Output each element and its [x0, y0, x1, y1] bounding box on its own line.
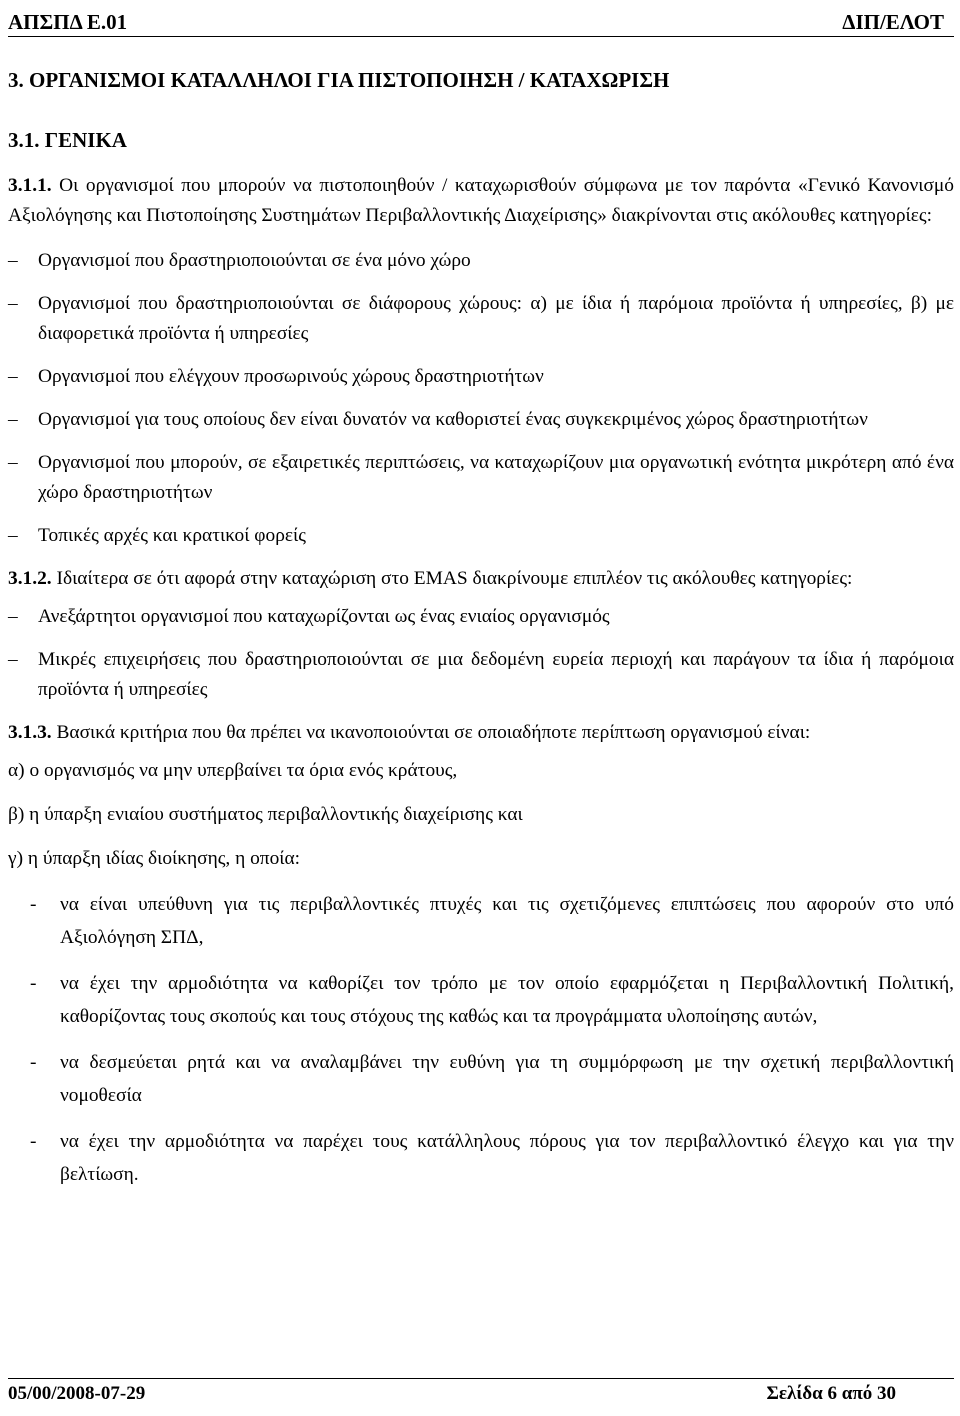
list-item: – Οργανισμοί που δραστηριοποιούνται σε διάφορους χώρους: α) με ίδια ή παρόμοια προϊόντα ή υπηρεσίες, β) με διαφορετικά προϊόντα ή υπηρεσίες [8, 289, 954, 349]
paragraph-3-1-1 [8, 171, 954, 231]
criterion-c: γ) η ύπαρξη ιδίας διοίκησης, η οποία: [8, 848, 301, 869]
list-item: – Οργανισμοί για τους οποίους δεν είναι δυνατόν να καθοριστεί ένας συγκεκριμένος χώρος δραστηριοτήτων [8, 405, 954, 435]
paragraph-number: 3.1.2. [8, 568, 52, 589]
page-footer [8, 1378, 954, 1409]
subsection-title: 3.1. ΓΕΝΙΚΑ [8, 128, 127, 152]
paragraph-text: Ιδιαίτερα σε ότι αφορά στην καταχώριση στο EMAS διακρίνουμε επιπλέον τις ακόλουθες κατηγορίες: [51, 568, 853, 589]
header-doc-code: ΑΠΣΠΔ Ε.01 [8, 10, 128, 34]
document-page [8, 0, 954, 1416]
paragraph-3-1-3 [8, 718, 954, 748]
paragraph-3-1-2 [8, 564, 954, 594]
footer-version-date: 05/00/2008-07-29 [8, 1383, 146, 1404]
category-list-3-1-1 [8, 246, 954, 551]
header-organization: ΔΙΠ/ΕΛΟΤ [842, 10, 944, 34]
list-item: - να είναι υπεύθυνη για τις περιβαλλοντικές πτυχές και τις σχετιζόμενες επιπτώσεις που αφορούν στο υπό Αξιολόγηση ΣΠΔ, [8, 888, 954, 954]
paragraph-text: Βασικά κριτήρια που θα πρέπει να ικανοποιούνται σε οποιαδήποτε περίπτωση οργανισμού είναι: [51, 722, 811, 743]
list-item: – Μικρές επιχειρήσεις που δραστηριοποιούνται σε μια δεδομένη ευρεία περιοχή και παράγουν τα ίδια ή παρόμοια προϊόντα ή υπηρεσίες [8, 645, 954, 705]
management-requirements-list [8, 888, 954, 1191]
list-item: - να έχει την αρμοδιότητα να παρέχει τους κατάλληλους πόρους για τον περιβαλλοντικό έλεγχο και για την βελτίωση. [8, 1125, 954, 1191]
list-item: – Τοπικές αρχές και κρατικοί φορείς [8, 521, 954, 551]
paragraph-text: Οι οργανισμοί που μπορούν να πιστοποιηθούν / καταχωρισθούν σύμφωνα με τον παρόντα «Γενικό Κανονισμό Αξιολόγησης και Πιστοποίησης Συστημάτων Περιβαλλοντικής Διαχείρισης» διακρίνονται στις ακόλουθες κατηγορίες: [8, 175, 954, 226]
list-item: – Οργανισμοί που δραστηριοποιούνται σε ένα μόνο χώρο [8, 246, 954, 276]
criterion-a: α) ο οργανισμός να μην υπερβαίνει τα όρια ενός κράτους, [8, 760, 458, 781]
document-body [8, 171, 954, 1204]
section-title: 3. ΟΡΓΑΝΙΣΜΟΙ ΚΑΤΑΛΛΗΛΟΙ ΓΙΑ ΠΙΣΤΟΠΟΙΗΣΗ / ΚΑΤΑΧΩΡΙΣΗ [8, 68, 670, 92]
paragraph-number: 3.1.3. [8, 722, 52, 743]
paragraph-number: 3.1.1. [8, 175, 52, 196]
list-item: - να δεσμεύεται ρητά και να αναλαμβάνει την ευθύνη για τη συμμόρφωση με την σχετική περιβαλλοντική νομοθεσία [8, 1046, 954, 1112]
list-item: - να έχει την αρμοδιότητα να καθορίζει τον τρόπο με τον οποίο εφαρμόζεται η Περιβαλλοντική Πολιτική, καθορίζοντας τους σκοπούς και τους στόχους της καθώς και τα προγράμματα υλοποίησης αυτών, [8, 967, 954, 1033]
list-item: – Οργανισμοί που μπορούν, σε εξαιρετικές περιπτώσεις, να καταχωρίζουν μια οργανωτική ενότητα μικρότερη από ένα χώρο δραστηριοτήτων [8, 448, 954, 508]
list-item: – Ανεξάρτητοι οργανισμοί που καταχωρίζονται ως ένας ενιαίος οργανισμός [8, 602, 954, 632]
list-item: – Οργανισμοί που ελέγχουν προσωρινούς χώρους δραστηριοτήτων [8, 362, 954, 392]
category-list-3-1-2 [8, 602, 954, 705]
page-header [8, 10, 954, 37]
footer-page-number: Σελίδα 6 από 30 [766, 1383, 896, 1404]
criterion-b: β) η ύπαρξη ενιαίου συστήματος περιβαλλοντικής διαχείρισης και [8, 804, 523, 825]
